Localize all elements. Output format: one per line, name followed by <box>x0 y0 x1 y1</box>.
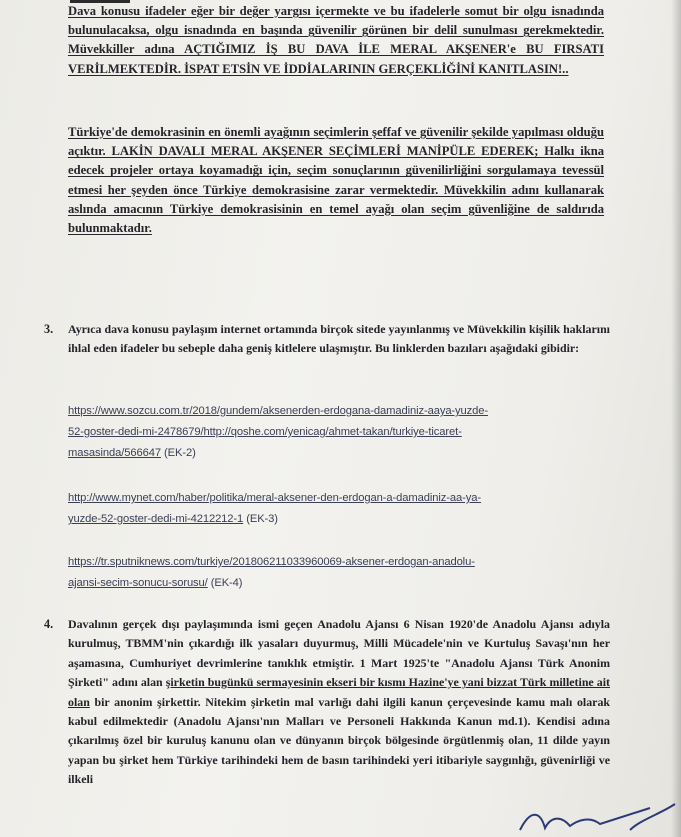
item-text <box>68 615 610 790</box>
paragraph-democracy: Türkiye'de demokrasinin en önemli ayağının seçimlerin şeffaf ve güvenilir şekilde yapılması olduğu açıktır. LAKİN DAVALI MERAL AKŞENER SEÇİMLERİ MANİPÜLE EDEREK; Halkı ikna edecek projeler ortaya koyamadığı için, seçim sonuçlarının güvenilirliğini sorgulamaya tevessül etmesi her şeyden önce Türkiye demokrasisine zarar vermektedir. Müvekkilin adını kullanarak aslında amacının Türkiye demokrasisinin en temel ayağı olan seçim güvenliğine de saldırıda bulunmaktadır. <box>68 125 604 236</box>
signature-icon <box>500 800 680 837</box>
link-url-line[interactable]: http://www.mynet.com/haber/politika/meral-aksener-den-erdogan-a-damadiniz-aa-ya- <box>68 492 481 504</box>
link-url-line[interactable]: https://tr.sputniknews.com/turkiye/201806211033960069-aksener-erdogan-anadolu- <box>68 556 475 568</box>
annex-tag: (EK-3) <box>246 513 278 525</box>
link-ek-2[interactable] <box>68 401 608 464</box>
link-url-line[interactable]: yuzde-52-goster-dedi-mi-4212212-1 <box>68 513 244 525</box>
link-url-line[interactable]: masasinda/566647 <box>68 447 161 459</box>
annex-tag: (EK-2) <box>163 447 196 459</box>
paragraph-evidence-requirement: Dava konusu ifadeler eğer bir değer yargısı içermekte ve bu ifadelerle somut bir olgu isnadında bulunulacaksa, olgu isnadında en başında güvenilir görünen bir delil sunulması gerekmektedir. Müvekkiller adına AÇTIĞIMIZ İŞ BU DAVA İLE MERAL AKŞENER'e BU FIRSATI VERİLMEKTEDİR. İSPAT ETSİN VE İDDİALARININ GERÇEKLİĞİNİ KANITLASIN!.. <box>68 4 604 76</box>
item-text-part: Davalının gerçek dışı paylaşımında ismi geçen Anadolu Ajansı 6 Nisan 1920'de Anadolu Ajansı adıyla kurulmuş, TBMM'nin çıkardığı ilk yasaları duyurmuş, Milli Mücadele'nin ve Kurtuluş Savaşı'nın her aşamasına, Cumhuriyet devrimlerine tanıklık etmiştir. 1 Mart 1925'te "Anadolu Ajansı Türk Anonim Şirketi" adını alan <box>68 617 610 690</box>
link-ek-4[interactable] <box>68 552 608 594</box>
link-ek-3[interactable] <box>68 488 608 530</box>
link-url-line[interactable]: https://www.sozcu.com.tr/2018/gundem/aksenerden-erdogana-damadiniz-aaya-yuzde- <box>68 405 489 417</box>
item-text: Ayrıca dava konusu paylaşım internet ortamında birçok sitede yayınlanmış ve Müvekkilin kişilik haklarını ihlal eden ifadeler bu sebeple daha geniş kitlelere ulaşmıştır. Bu linklerden bazıları aşağıdaki gibidir: <box>68 322 610 356</box>
item-number: 3. <box>44 322 54 336</box>
link-url-line[interactable]: 52-goster-dedi-mi-2478679/http://qoshe.com/yenicag/ahmet-takan/turkiye-ticaret- <box>68 426 462 438</box>
page-edge-shadow <box>671 0 681 837</box>
item-text-part: bir anonim şirkettir. Nitekim şirketin mal varlığı dahi ilgili kanun çerçevesinde kamu malı olarak kabul edilmektedir (Anadolu Ajansı'nın Malları ve Personeli Hakkında Kanun md.1). Kendisi adına çıkarılmış özel bir kuruluş kanunu olan ve dünyanın birçok bölgesinde örgütlenmiş olan, 11 dilde yayın yapan bu şirket hem Türkiye tarihindeki hem de basın tarihindeki yeri itibariyle saygınlığı, güvenirliği ve ilkeli <box>68 694 610 787</box>
item-number: 4. <box>44 617 54 631</box>
item-text-underlined: şirketin bugünkü sermayesinin ekseri bir kısmı Hazine'ye yani bizzat Türk milletine ait olan <box>68 675 610 709</box>
annex-tag: (EK-4) <box>210 577 243 589</box>
link-url-line[interactable]: ajansi-secim-sonucu-sorusu/ <box>68 577 208 589</box>
